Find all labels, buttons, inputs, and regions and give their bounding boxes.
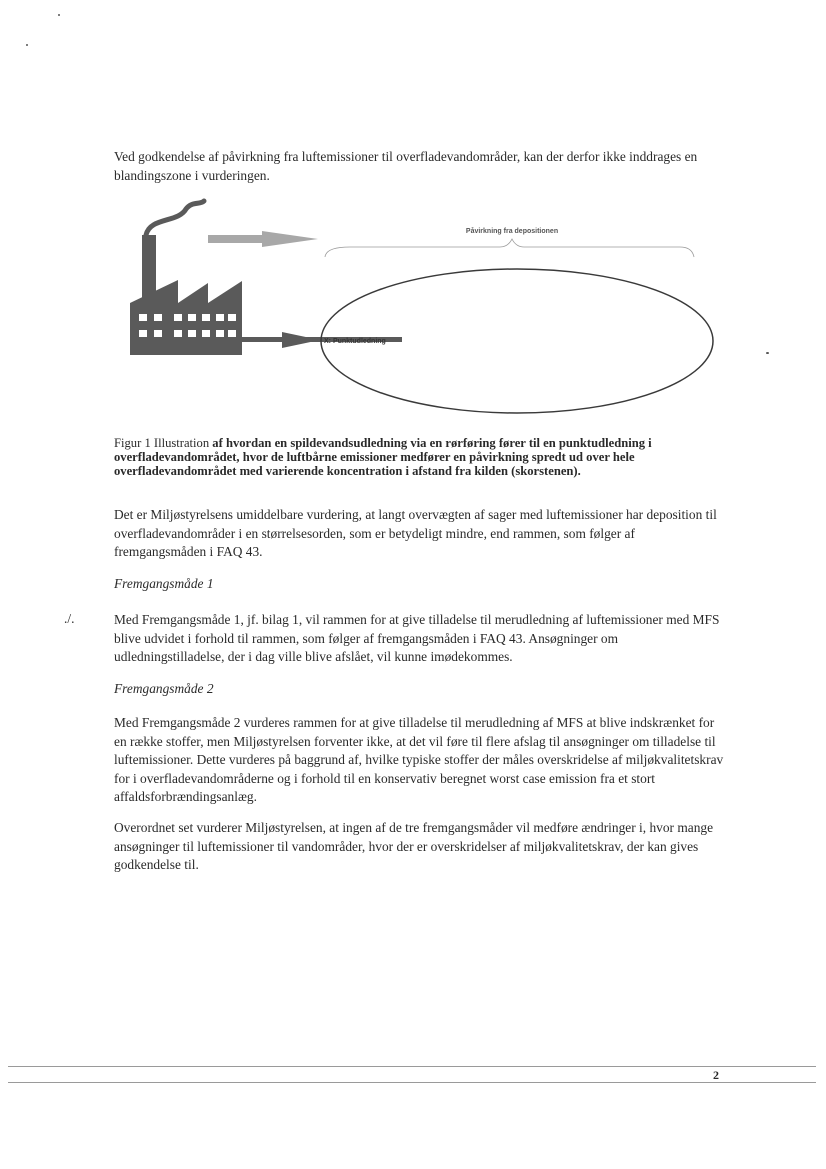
overall-paragraph: Overordnet set vurderer Miljøstyrelsen, at ingen af de tre fremgangsmåder vil medføre ændringer i, hvor mange ansøgninger til luftemissioner til vandområder, hvor der er overskridelser af miljøkvalitetskrav, der kan gives godkendelse til. (114, 820, 714, 873)
figure-caption (114, 436, 714, 479)
figure-illustration (120, 195, 740, 425)
assessment-paragraph: Det er Miljøstyrelsens umiddelbare vurdering, at langt overvægten af sager med luftemissioner har deposition til overfladevandområder i en størrelsesorden, som er betydeligt mindre, end rammen, som følger af fremgangsmåden i FAQ 43. (114, 507, 717, 560)
intro-paragraph: Ved godkendelse af påvirkning fra luftemissioner til overfladevandområder, kan der derfor ikke inddrages en blandingszone i vurderingen. (114, 149, 698, 183)
point-discharge-label: X: Punktudledning (324, 338, 386, 345)
heading-method-2: Fremgangsmåde 2 (114, 681, 214, 696)
smoke-plume-icon (146, 201, 204, 235)
figure-caption-text: af hvordan en spildevandsudledning via en rørføring fører til en punktudledning i overfladevandområdet, hvor de luftbårne emissioner medfører en påvirkning spredt ud over hele overfladevandområdet med varierende koncentration i afstand fra kilden (skorstenen). (114, 436, 652, 479)
scan-speck (766, 352, 769, 354)
deposition-label: Påvirkning fra depositionen (465, 228, 559, 235)
method-1-paragraph: Med Fremgangsmåde 1, jf. bilag 1, vil rammen for at give tilladelse til merudledning af luftemissioner med MFS blive udvidet i forhold til rammen, som følger af fremgangsmåden i FAQ 43. Ansøgninger om udledningstilladelse, der i dag ville blive afslået, vil kunne imødekommes. (114, 612, 720, 665)
scan-speck (58, 14, 60, 16)
heading-method-1: Fremgangsmåde 1 (114, 576, 214, 591)
figure-number: Figur 1 Illustration (114, 436, 210, 450)
footer-rule-bottom (8, 1082, 816, 1083)
margin-mark: ./. (64, 611, 75, 626)
footer-rule-top (8, 1066, 816, 1067)
scan-speck (26, 44, 28, 46)
smoke-arrow-icon (208, 231, 318, 247)
deposition-brace (325, 239, 694, 257)
page-number: 2 (713, 1068, 719, 1082)
method-2-paragraph: Med Fremgangsmåde 2 vurderes rammen for at give tilladelse til merudledning af MFS at blive indskrænket for en række stoffer, men Miljøstyrelsen forventer ikke, at det vil føre til flere afslag til ansøgninger om tilladelse til luftemissioner. Dette vurderes på baggrund af, hvilke typiske stoffer der måles overskridelse af miljøkvalitetskrav for i overfladevandområderne og i forhold til en konservativ beregnet worst case emission fra et stort affaldsforbrændingsanlæg. (114, 715, 724, 805)
